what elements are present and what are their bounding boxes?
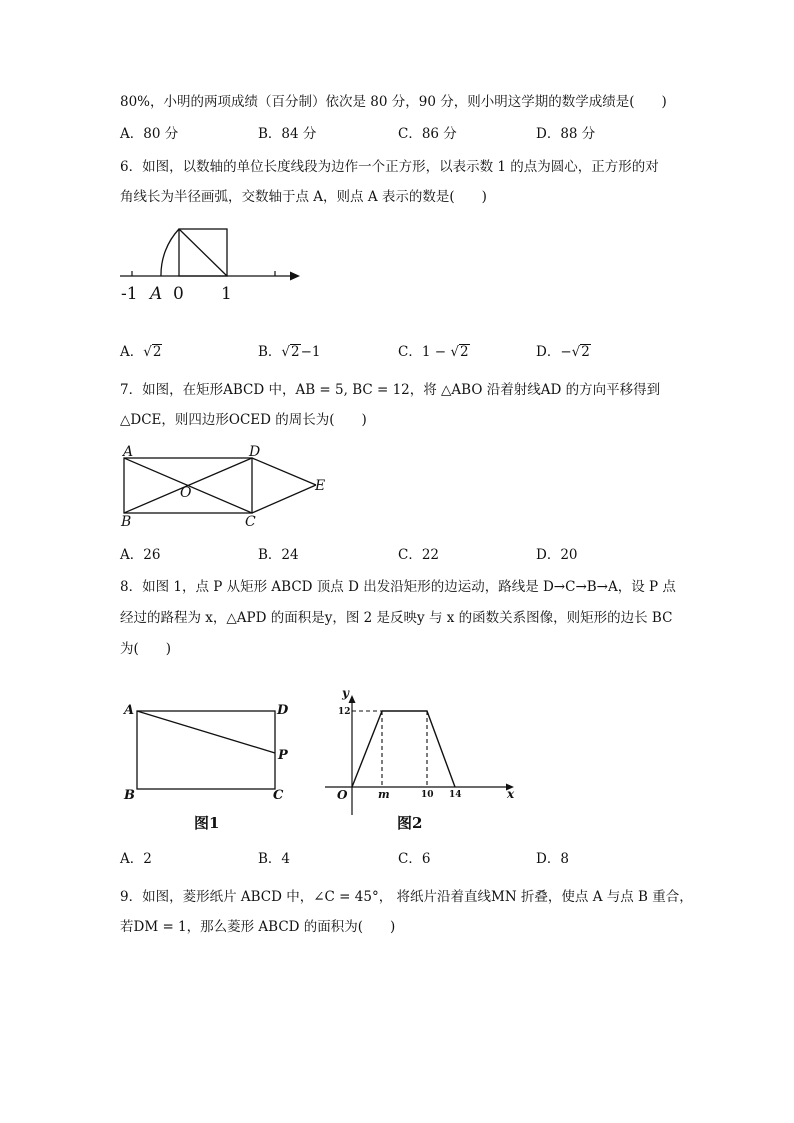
q6-option-a: A．√2 <box>120 344 162 360</box>
label-e: E <box>315 478 326 494</box>
q6-option-d: D．−√2 <box>536 344 590 360</box>
label-x: x <box>507 787 515 801</box>
label-c: C <box>273 788 284 803</box>
label-origin: O <box>337 788 348 802</box>
q5-stem-line: 80%，小明的两项成绩（百分制）依次是 80 分，90 分，则小明这学期的数学成绩是( ) <box>120 94 667 110</box>
label-12: 12 <box>338 707 351 717</box>
q6-stem-line-1: 6．如图，以数轴的单位长度线段为边作一个正方形，以表示数 1 的点为圆心，正方形的对 <box>120 159 659 175</box>
q8-option-a: A．2 <box>120 851 152 867</box>
function-graph <box>352 711 455 787</box>
q9-stem-line-2: 若DM = 1，那么菱形 ABCD 的面积为( ) <box>120 919 396 935</box>
label-o: O <box>180 485 192 501</box>
label-y: y <box>342 686 349 700</box>
label-c: C <box>245 514 256 530</box>
q9-stem-line-1: 9．如图，菱形纸片 ABCD 中，∠C = 45°， 将纸片沿着直线MN 折叠，使点 A 与点 B 重合， <box>120 889 693 905</box>
q8-option-c: C．6 <box>398 851 431 867</box>
q5-option-a: A．80 分 <box>120 126 179 142</box>
q7-option-d: D．20 <box>536 547 578 563</box>
label-d: D <box>277 703 289 718</box>
figure-1-caption: 图1 <box>194 814 220 832</box>
label-m: m <box>378 788 390 801</box>
q5-option-b: B．84 分 <box>258 126 317 142</box>
q6-option-c: C．1 − √2 <box>398 344 469 360</box>
label-minus-1: -1 <box>121 284 138 304</box>
label-b: B <box>124 788 135 803</box>
q8-option-b: B．4 <box>258 851 291 867</box>
q6-stem-line-2: 角线长为半径画弧，交数轴于点 A，则点 A 表示的数是( ) <box>120 189 487 205</box>
q8-stem-line-3: 为( ) <box>120 641 172 657</box>
q7-stem-line-1: 7．如图，在矩形ABCD 中，AB = 5, BC = 12，将 △ABO 沿着射线AD 的方向平移得到 <box>120 382 661 398</box>
q5-option-d: D．88 分 <box>536 126 596 142</box>
label-b: B <box>121 514 132 530</box>
label-10: 10 <box>421 790 434 800</box>
label-1: 1 <box>221 284 232 304</box>
q8-option-d: D．8 <box>536 851 569 867</box>
label-14: 14 <box>449 790 462 800</box>
q8-stem-line-2: 经过的路程为 x，△APD 的面积是y，图 2 是反映y 与 x 的函数关系图像，则矩形的边长 BC <box>120 610 673 626</box>
label-a: A <box>123 444 134 460</box>
q7-option-b: B．24 <box>258 547 299 563</box>
q7-option-c: C．22 <box>398 547 440 563</box>
q7-option-a: A．26 <box>120 547 161 563</box>
label-0: 0 <box>173 284 184 304</box>
q5-option-c: C．86 分 <box>398 126 457 142</box>
q8-stem-line-1: 8．如图 1，点 P 从矩形 ABCD 顶点 D 出发沿矩形的边运动，路线是 D→C→B→A，设 P 点 <box>120 579 676 595</box>
label-d: D <box>249 444 261 460</box>
q7-stem-line-2: △DCE，则四边形OCED 的周长为( ) <box>120 412 367 428</box>
q8-options <box>120 850 680 868</box>
label-p: P <box>278 748 288 763</box>
label-a: A <box>150 284 163 304</box>
figure-2-caption: 图2 <box>397 814 423 832</box>
label-a: A <box>124 703 135 718</box>
q6-option-b: B．√2−1 <box>258 344 321 360</box>
y-axis-arrow <box>349 695 356 703</box>
